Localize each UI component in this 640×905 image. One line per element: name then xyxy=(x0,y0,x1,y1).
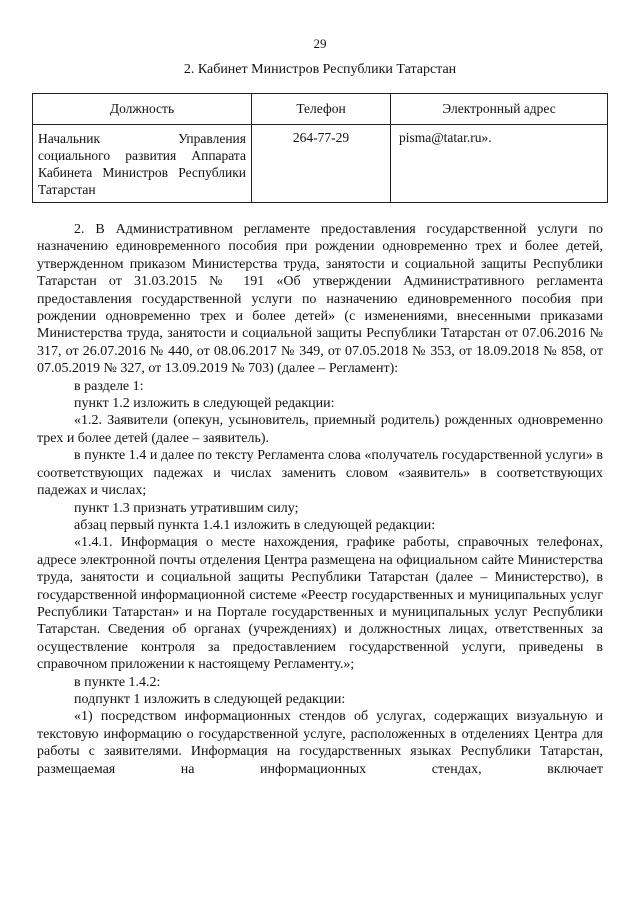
table-row xyxy=(33,125,608,203)
paragraph-item-1-2: пункт 1.2 изложить в следующей редакции: xyxy=(74,396,335,412)
paragraph-item-1-2-text: «1.2. Заявители (опекун, усыновитель, приемный родитель) рожденных одновременно трех и более детей (далее – заявитель). xyxy=(37,413,603,446)
position-line: Кабинета Министров Республики xyxy=(38,165,246,180)
contacts-table xyxy=(32,93,608,203)
header-phone: Телефон xyxy=(252,94,391,125)
cell-phone: 264-77-29 xyxy=(252,125,391,203)
header-position: Должность xyxy=(33,94,252,125)
position-line: Татарстан xyxy=(38,182,96,197)
paragraph-amendment-intro: 2. В Административном регламенте предоставления государственной услуги по назначению единовременного пособия при рождении одновременно трех и более детей, утвержденном приказом Министерства труда, занятости и социальной защиты Республики Татарстан от 31.03.2015 № 191 «Об утверждении Административного регламента предоставления государственной услуги по назначению единовременного пособия при рождении одновременно трех и более детей» (с изменениями, внесенными приказами Министерства труда, занятости и социальной защиты Республики Татарстан от 07.06.2016 № 317, от 26.07.2016 № 440, от 08.06.2017 № 349, от 07.05.2018 № 353, от 18.09.2018 № 858, от 07.05.2019 № 327, от 13.09.2019 № 703) (далее – Регламент): xyxy=(37,222,603,377)
paragraph-item-1-4-2: в пункте 1.4.2: xyxy=(74,674,161,690)
table-header-row xyxy=(33,94,608,125)
paragraph-item-1-4-1-text: «1.4.1. Информация о месте нахождения, графике работы, справочных телефонах, адресе электронной почты отделения Центра размещена на официальном сайте Министерства труда, занятости и социальной защиты Республики Татарстан (далее – Министерство), в государственной информационной системе «Реестр государственных и муниципальных услуг Республики Татарстан» и на Портале государственных и муниципальных услуг Республики Татарстан. Сведения об органах (учреждениях) и должностных лицах, ответственных за осуществление контроля за предоставлением государственной услуги, приведены в справочном приложении к настоящему Регламенту.»; xyxy=(37,535,603,673)
paragraph-section-1: в разделе 1: xyxy=(74,378,144,394)
document-body xyxy=(37,221,603,778)
paragraph-item-1-4: в пункте 1.4 и далее по тексту Регламента слова «получатель государственной услуги» в соответствующих падежах и числах заменить словом «заявитель» в соответствующих падежах и числах; xyxy=(37,448,603,499)
position-line: социального развития Аппарата xyxy=(38,148,246,163)
paragraph-subitem-1-text: «1) посредством информационных стендов об услугах, содержащих визуальную и текстовую информацию о государственной услуге, расположенных в отделениях Центра для работы с заявителями. Информация на государственных языках Республики Татарстан, размещаемая на информационных стендах, включает xyxy=(37,709,603,777)
page-number: 29 xyxy=(313,36,327,51)
section-title: 2. Кабинет Министров Республики Татарстан xyxy=(183,62,457,77)
paragraph-subitem-1: подпункт 1 изложить в следующей редакции: xyxy=(74,691,346,707)
cell-email: pisma@tatar.ru». xyxy=(391,125,608,203)
paragraph-item-1-3: пункт 1.3 признать утратившим силу; xyxy=(74,500,299,516)
paragraph-item-1-4-1: абзац первый пункта 1.4.1 изложить в следующей редакции: xyxy=(74,517,436,533)
position-line: Начальник Управления xyxy=(38,131,246,146)
cell-position xyxy=(33,125,252,203)
header-email: Электронный адрес xyxy=(391,94,608,125)
